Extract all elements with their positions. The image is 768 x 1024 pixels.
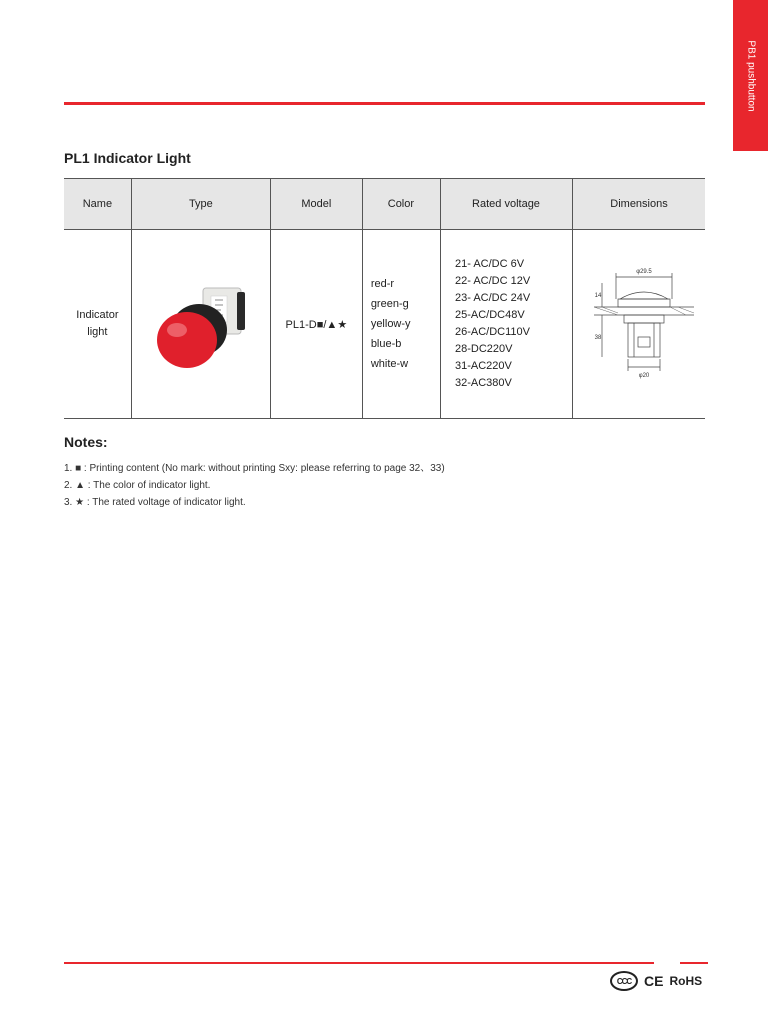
voltage-option: 31-AC220V [455,360,512,372]
cell-dimensions [573,230,706,419]
color-option: yellow-y [370,318,411,330]
ce-mark-icon: CE [644,973,664,989]
voltage-option: 32-AC380V [455,377,512,389]
cell-model: PL1-D■/▲★ [270,230,362,419]
certification-marks [610,970,702,992]
dimension-drawing [574,263,704,383]
color-option: green-g [370,298,409,310]
rohs-mark-icon: RoHS [669,974,703,988]
dim-height-a-label: 14 [594,292,602,299]
table-row [64,230,705,419]
section-title: PL1 Indicator Light [64,150,191,166]
indicator-light-image [141,268,261,378]
section-tab-label: PB1 pushbutton [745,39,756,112]
header-color: Color [362,179,440,230]
cell-name [64,230,131,419]
cell-type [131,230,270,419]
footer-divider-accent [680,962,708,964]
color-option: blue-b [370,338,402,350]
voltage-option: 28-DC220V [455,343,513,355]
color-option: red-r [370,278,395,290]
dim-height-b-label: 38 [594,334,602,341]
header-name: Name [64,179,131,230]
voltage-option: 23- AC/DC 24V [455,292,531,304]
dim-top-label: φ29.5 [636,268,652,275]
table-header-row [64,179,705,230]
section-tab[interactable] [733,0,768,151]
spec-table [64,178,705,419]
color-option: white-w [370,358,409,370]
voltage-option: 26-AC/DC110V [455,326,530,338]
header-type: Type [131,179,270,230]
cell-color [362,230,440,419]
ccc-mark-icon: CCC [610,971,638,991]
header-model: Model [270,179,362,230]
voltage-option: 21- AC/DC 6V [455,258,525,270]
dim-bottom-label: φ20 [638,372,650,379]
note-item: 1. ■ : Printing content (No mark: without printing Sxy: please referring to page 32、33) [64,463,445,474]
note-item: 3. ★ : The rated voltage of indicator light. [64,497,246,508]
top-divider [64,102,705,105]
voltage-option: 25-AC/DC48V [455,309,525,321]
voltage-option: 22- AC/DC 12V [455,275,531,287]
name-line-2: light [87,326,108,338]
header-dimensions: Dimensions [573,179,706,230]
header-rated-voltage: Rated voltage [441,179,573,230]
footer-divider [64,962,654,964]
cell-rated-voltage [441,230,573,419]
red-lens [157,312,217,368]
notes-list [64,460,445,511]
note-item: 2. ▲ : The color of indicator light. [64,480,211,491]
name-line-1: Indicator [76,309,119,321]
notes-title: Notes: [64,434,108,450]
